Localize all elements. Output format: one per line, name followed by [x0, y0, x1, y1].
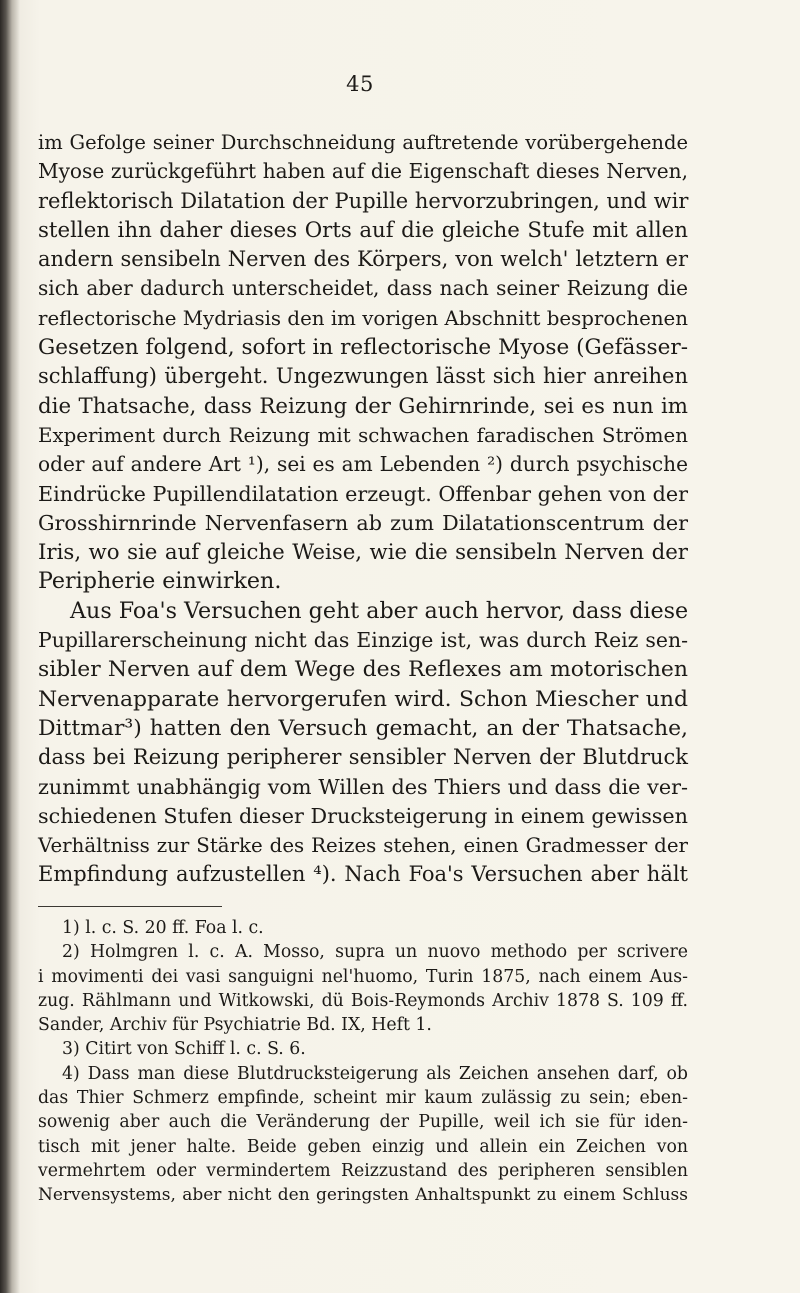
footnote-line: 2) Holmgren l. c. A. Mosso, supra un nuovo methodo per scrivere: [62, 942, 688, 963]
footnote-line: tisch mit jener halte. Beide geben einzig und allein ein Zeichen von: [38, 1136, 688, 1157]
body-line: sich aber dadurch unterscheidet, dass nach seiner Reizung die: [38, 276, 688, 301]
footnote-line: i movimenti dei vasi sanguigni nel'huomo, Turin 1875, nach einem Aus-: [38, 966, 688, 987]
body-line: Empfindung aufzustellen ⁴). Nach Foa's Versuchen aber hält: [38, 862, 688, 887]
body-line: zunimmt unabhängig vom Willen des Thiers und dass die ver-: [38, 774, 688, 799]
body-line: dass bei Reizung peripherer sensibler Nerven der Blutdruck: [38, 745, 688, 770]
body-line: andern sensibeln Nerven des Körpers, von welch' letztern er: [38, 247, 688, 272]
page-number: 45: [346, 72, 374, 96]
body-line: reflectorische Mydriasis den im vorigen Abschnitt besprochenen: [38, 306, 688, 330]
footnote-line: 1) l. c. S. 20 ff. Foa l. c.: [62, 918, 264, 938]
binding-shadow: [0, 0, 20, 1293]
footnote-line: zug. Rählmann und Witkowski, dü Bois-Reymonds Archiv 1878 S. 109 ff.: [38, 990, 688, 1011]
body-line: reflektorisch Dilatation der Pupille hervorzubringen, und wir: [38, 188, 689, 213]
footnote-line: 3) Citirt von Schiff l. c. S. 6.: [62, 1039, 306, 1060]
body-line: Eindrücke Pupillendilatation erzeugt. Offenbar gehen von der: [38, 481, 689, 506]
footnotes: [38, 916, 688, 1208]
body-line: sibler Nerven auf dem Wege des Reflexes am motorischen: [38, 657, 688, 683]
body-line: schlaffung) übergeht. Ungezwungen lässt sich hier anreihen: [38, 364, 688, 389]
body-line: stellen ihn daher dieses Orts auf die gleiche Stufe mit allen: [38, 217, 688, 243]
body-line: die Thatsache, dass Reizung der Gehirnrinde, sei es nun im: [38, 393, 688, 419]
body-line: Myose zurückgeführt haben auf die Eigenschaft dieses Nerven,: [38, 159, 688, 184]
body-text: [38, 128, 688, 890]
body-line: im Gefolge seiner Durchschneidung auftretende vorübergehende: [38, 131, 688, 154]
body-line: Experiment durch Reizung mit schwachen faradischen Strömen: [38, 423, 688, 447]
body-line: Iris, wo sie auf gleiche Weise, wie die sensibeln Nerven der: [38, 540, 688, 566]
body-line: Gesetzen folgend, sofort in reflectorische Myose (Gefässer-: [38, 335, 688, 361]
footnote-divider: [38, 906, 222, 907]
footnote-line: sowenig aber auch die Veränderung der Pupille, weil ich sie für iden-: [38, 1112, 688, 1133]
body-line: Pupillarerscheinung nicht das Einzige ist, was durch Reiz sen-: [38, 628, 688, 653]
body-line: oder auf andere Art ¹), sei es am Lebenden ²) durch psychische: [38, 452, 688, 477]
footnote-line: das Thier Schmerz empfinde, scheint mir kaum zulässig zu sein; eben-: [38, 1088, 688, 1109]
body-line: Dittmar³) hatten den Versuch gemacht, an der Thatsache,: [38, 715, 688, 741]
footnote-line: Sander, Archiv für Psychiatrie Bd. IX, Heft 1.: [38, 1015, 432, 1036]
body-line: Nervenapparate hervorgerufen wird. Schon Miescher und: [38, 686, 688, 712]
body-line: Grosshirnrinde Nervenfasern ab zum Dilatationscentrum der: [38, 510, 688, 535]
body-line: Peripherie einwirken.: [38, 568, 282, 595]
footnote-line: 4) Dass man diese Blutdrucksteigerung als Zeichen ansehen darf, ob: [62, 1063, 688, 1084]
footnote-line: vermehrtem oder vermindertem Reizzustand des peripheren sensiblen: [38, 1160, 688, 1181]
body-line: schiedenen Stufen dieser Drucksteigerung in einem gewissen: [38, 803, 688, 828]
footnote-line: Nervensystems, aber nicht den geringsten Anhaltspunkt zu einem Schluss: [38, 1185, 688, 1206]
body-line: Verhältniss zur Stärke des Reizes stehen, einen Gradmesser der: [38, 834, 688, 858]
body-line: Aus Foa's Versuchen geht aber auch hervor, dass diese: [70, 597, 689, 624]
